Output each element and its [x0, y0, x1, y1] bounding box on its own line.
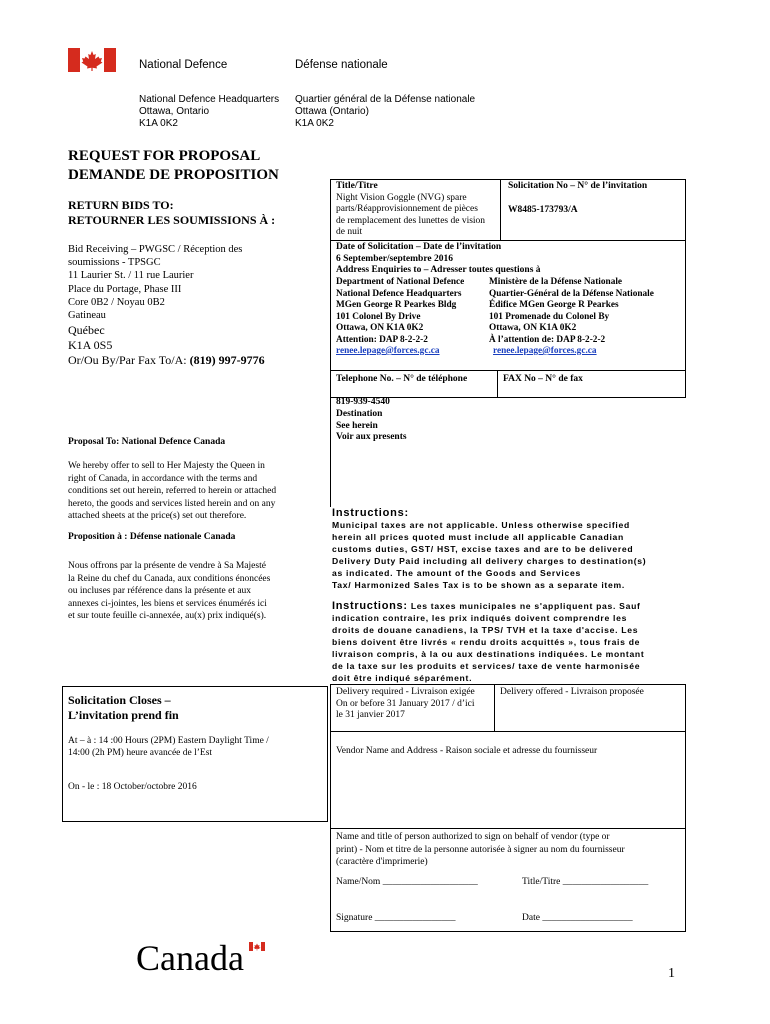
instructions-line: customs duties, GST/ HST, excise taxes and are to be delivered — [332, 544, 634, 554]
destination-cell — [336, 409, 407, 444]
dept-address-fr — [295, 94, 475, 130]
proposal-line: conditions set out herein, referred to herein or attached — [68, 486, 277, 496]
return-address-line: Bid Receiving – PWGSC / Réception des — [68, 244, 243, 255]
title-cell — [336, 181, 485, 239]
delivery-required-label: Delivery required - Livraison exigée — [336, 687, 475, 697]
return-address-line: Core 0B2 / Noyau 0B2 — [68, 296, 165, 308]
canada-wordmark — [136, 938, 244, 978]
instructions-en-text — [332, 519, 646, 591]
date-solicitation-cell — [336, 242, 541, 277]
proposal-line: We hereby offer to sell to Her Majesty the Queen in — [68, 461, 265, 471]
closes-time — [68, 735, 269, 759]
authorized-line: Name and title of person authorized to sign on behalf of vendor (type or — [336, 832, 610, 842]
address-line: Ottawa (Ontario) — [295, 106, 369, 117]
return-address-line: soumissions - TPSGC — [68, 257, 161, 269]
delivery-required-cell — [336, 687, 475, 722]
instructions-line: Tax/ Harmonized Sales Tax is to be shown as a separate item. — [332, 580, 625, 590]
telephone-value: 819-939-4540 — [336, 397, 390, 407]
proposal-text-en — [68, 460, 276, 523]
proposal-line: hereto, the goods and services listed herein and on any — [68, 498, 276, 509]
closes-time-line: At – à : 14 :00 Hours (2PM) Eastern Daylight Time / — [68, 736, 269, 746]
enquiries-line: Attention: DAP 8-2-2-2 — [336, 334, 428, 345]
delivery-required-value: le 31 janvier 2017 — [336, 710, 405, 720]
email-link-fr[interactable]: renee.lepage@forces.gc.ca — [493, 346, 597, 356]
name-label: Name/Nom — [336, 877, 381, 887]
return-address — [68, 243, 242, 322]
closes-heading — [68, 693, 179, 723]
delivery-offered-label[interactable]: Delivery offered - Livraison proposée — [500, 687, 644, 697]
signature-label: Signature — [336, 913, 373, 923]
date-field[interactable] — [522, 913, 633, 925]
closes-en: Solicitation Closes – — [68, 693, 171, 707]
name-line: ____________________ — [382, 877, 478, 887]
instructions-line: Delivery Duty Paid including all delivery charges to destination(s) — [332, 556, 647, 566]
instructions-line: livraison compris, à la ou aux destinations indiquées. Le montant — [332, 649, 645, 659]
title-field[interactable] — [522, 877, 648, 889]
email-link-en[interactable]: renee.lepage@forces.gc.ca — [336, 346, 440, 356]
date-solicitation-label: Date of Solicitation – Date de l’invitation — [336, 242, 502, 252]
return-bids-fr: RETOURNER LES SOUMISSIONS À : — [68, 213, 276, 227]
closes-fr: L’invitation prend fin — [68, 708, 179, 722]
divider — [494, 684, 495, 732]
return-address-line: Gatineau — [68, 310, 106, 322]
enquiries-line: Édifice MGen George R Pearkes — [489, 300, 619, 310]
document-title — [68, 147, 279, 185]
authorized-label — [336, 831, 625, 869]
instructions-line: herein all prices quoted must include all applicable Canadian — [332, 532, 624, 542]
dept-name-en: National Defence — [139, 59, 228, 71]
proposal-line: annexes ci-jointes, les biens et services énumérés ici — [68, 598, 267, 609]
enquiries-line: Department of National Defence — [336, 277, 465, 287]
return-city — [68, 323, 265, 368]
signature-field[interactable] — [336, 913, 456, 925]
instructions-line — [332, 600, 644, 612]
enquiries-line: Ministère de la Défense Nationale — [489, 277, 623, 287]
wordmark-text: Canada — [136, 938, 244, 978]
date-line: ___________________ — [542, 913, 633, 923]
delivery-required-value: On or before 31 January 2017 / d’ici — [336, 698, 475, 709]
return-address-line: 11 Laurier St. / 11 rue Laurier — [68, 270, 194, 282]
enquiries-line: Ottawa, ON K1A 0K2 — [489, 323, 577, 333]
proposal-line: Nous offrons par la présente de vendre à Sa Majesté — [68, 561, 266, 571]
enquiries-en — [336, 277, 464, 358]
title-fr: DEMANDE DE PROPOSITION — [68, 167, 279, 183]
proposal-text-fr — [68, 560, 270, 623]
telephone-label: Telephone No. – N° de téléphone — [336, 374, 468, 384]
proposal-line: right of Canada, in accordance with the terms and — [68, 473, 258, 484]
destination-line: See herein — [336, 420, 378, 431]
solicitation-no-value: W8485-173793/A — [508, 204, 578, 215]
address-line: K1A 0K2 — [295, 118, 334, 129]
title-line: parts/Réapprovisionnement de pièces — [336, 204, 478, 214]
title-field-label: Title/Titre — [522, 877, 561, 887]
proposal-line: et sur toute feuille ci-annexée, au(x) prix indiqué(s). — [68, 611, 267, 621]
address-line: Quartier général de la Défense nationale — [295, 94, 476, 105]
enquiries-line: Ottawa, ON K1A 0K2 — [336, 323, 424, 333]
enquiries-line: National Defence Headquarters — [336, 288, 462, 299]
destination-rule — [330, 397, 331, 507]
proposal-line: la Reine du chef du Canada, aux conditions énoncées — [68, 573, 271, 584]
destination-label: Destination — [336, 409, 383, 419]
enquiries-line: MGen George R Pearkes Bldg — [336, 300, 457, 310]
instructions-line: indication contraire, les prix indiqués doivent comprendre les — [332, 613, 628, 623]
authorized-line: (caractère d'imprimerie) — [336, 857, 428, 867]
address-line: Ottawa, Ontario — [139, 106, 210, 117]
enquiries-line: À l’attention de: DAP 8-2-2-2 — [489, 334, 606, 345]
title-en: REQUEST FOR PROPOSAL — [68, 148, 261, 164]
destination-line: Voir aux presents — [336, 432, 407, 442]
proposal-line: attached sheets at the price(s) set out therefore. — [68, 511, 247, 521]
proposal-line: ou incluses par référence dans la présente et aux — [68, 586, 252, 596]
date-solicitation-value: 6 September/septembre 2016 — [336, 253, 453, 264]
solicitation-no-cell — [508, 181, 647, 216]
closes-date: On - le : 18 October/octobre 2016 — [68, 782, 197, 792]
fax-label: FAX No – N° de fax — [503, 374, 583, 384]
dept-name-fr: Défense nationale — [295, 59, 388, 71]
solicitation-closes-box — [62, 686, 328, 822]
date-label: Date — [522, 913, 540, 923]
enquiries-line: Quartier-Général de la Défense Nationale — [489, 288, 654, 299]
return-bids-en: RETURN BIDS TO: — [68, 198, 174, 212]
name-field[interactable] — [336, 877, 478, 889]
enquiries-label: Address Enquiries to – Adresser toutes questions à — [336, 265, 541, 275]
postal-code: K1A 0S5 — [68, 338, 113, 352]
city: Québec — [68, 323, 105, 337]
instructions-fr-first: Les taxes municipales ne s'appliquent pas. Sauf — [410, 601, 641, 611]
title-line: de nuit — [336, 227, 363, 237]
instructions-line: Municipal taxes are not applicable. Unless otherwise specified — [332, 520, 630, 530]
instructions-line: as indicated. The amount of the Goods and Services — [332, 568, 581, 578]
fax-line — [68, 353, 265, 368]
dept-address-en — [139, 94, 279, 130]
closes-time-line: 14:00 (2h PM) heure avancée de l’Est — [68, 748, 213, 758]
instructions-line: de la taxe sur les produits et services/ taxe de vente harmonisée — [332, 661, 641, 671]
enquiries-line: 101 Promenade du Colonel By — [489, 311, 610, 322]
instructions-en-label: Instructions: — [332, 507, 410, 519]
fax-number: (819) 997-9776 — [189, 353, 265, 367]
fax-label: Or/Ou By/Par Fax To/A: — [68, 353, 187, 367]
enquiries-fr — [489, 277, 654, 358]
return-bids-heading — [68, 198, 275, 228]
title-field-line: __________________ — [562, 877, 649, 887]
solicitation-no-label: Solicitation No – N° de l’invitation — [508, 181, 648, 191]
authorized-line: print) - Nom et titre de la personne autorisée à signer au nom du fournisseur — [336, 844, 625, 855]
instructions-line: droits de douane canadiens, la TPS/ TVH et la taxe d'accise. Les — [332, 625, 639, 635]
return-address-line: Place du Portage, Phase III — [68, 283, 182, 295]
instructions-fr-label: Instructions: — [332, 600, 408, 612]
vendor-label: Vendor Name and Address - Raison sociale et adresse du fournisseur — [336, 746, 598, 756]
canada-flag-icon — [68, 48, 116, 72]
instructions-line: biens doivent être livrés « rendu droits acquittés », tous frais de — [332, 637, 641, 647]
divider — [330, 240, 686, 241]
signature-line: _________________ — [374, 913, 456, 923]
address-line: National Defence Headquarters — [139, 94, 280, 105]
title-line: Night Vision Goggle (NVG) spare — [336, 192, 467, 203]
title-line: de remplacement des lunettes de vision — [336, 215, 486, 226]
wordmark-flag-icon — [249, 942, 265, 951]
instructions-fr-text — [332, 600, 644, 684]
page-number: 1 — [668, 966, 675, 981]
proposal-to-fr: Proposition à : Défense nationale Canada — [68, 532, 236, 542]
instructions-line: doit être indiqué séparément. — [332, 673, 473, 683]
proposal-to-en: Proposal To: National Defence Canada — [68, 437, 226, 447]
title-label: Title/Titre — [336, 181, 378, 191]
address-line: K1A 0K2 — [139, 118, 178, 129]
enquiries-line: 101 Colonel By Drive — [336, 311, 421, 322]
divider — [500, 179, 501, 241]
